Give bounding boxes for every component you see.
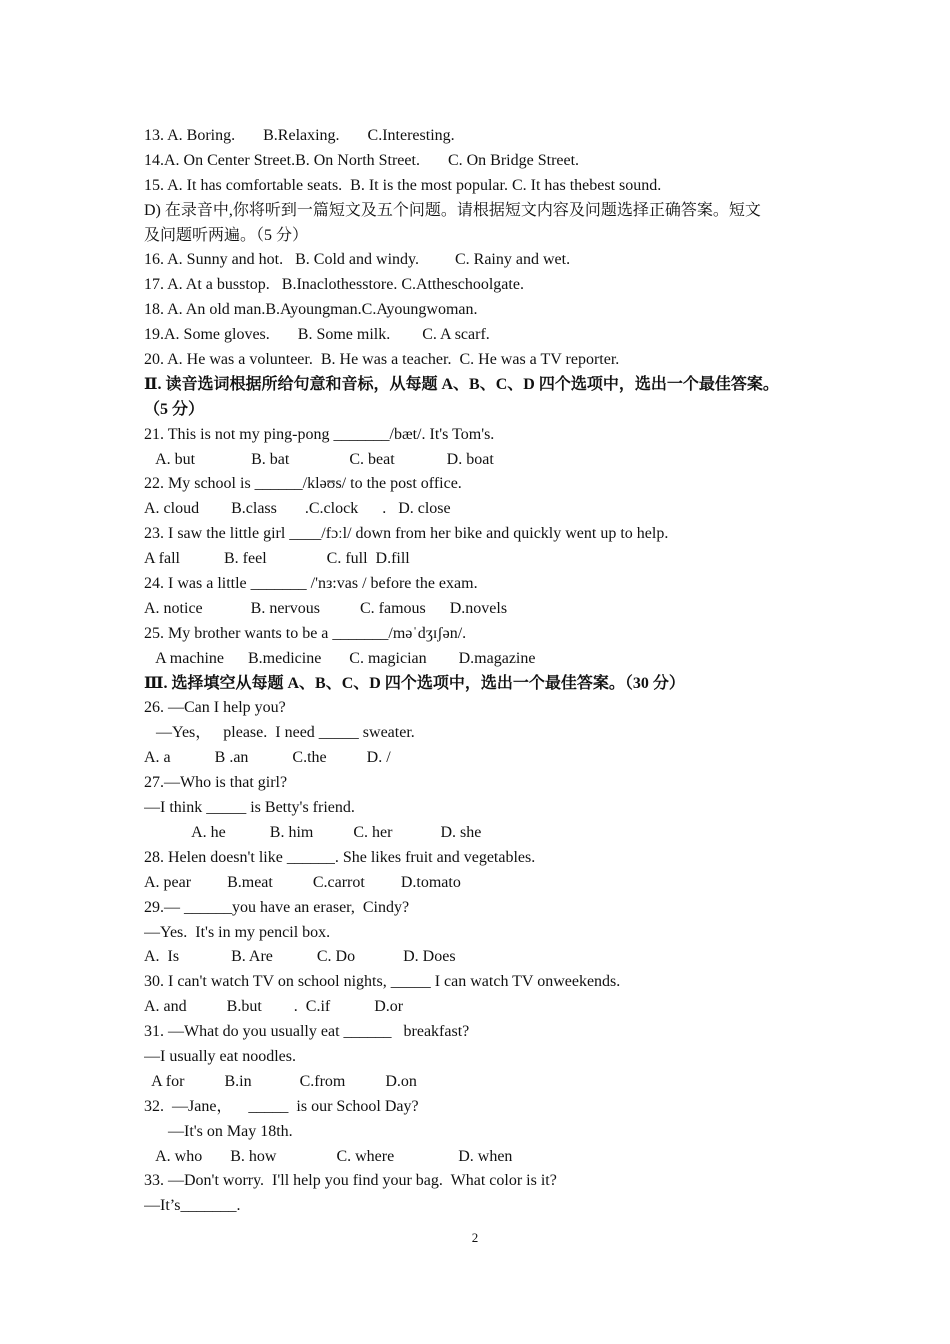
q18-line: 18. A. An old man.B.Ayoungman.C.Ayoungwoman. [144, 301, 478, 319]
q23-options: A fall B. feel C. full D.fill [144, 550, 410, 568]
q15-line: 15. A. It has comfortable seats. B. It is the most popular. C. It has thebest sound. [144, 176, 662, 194]
q30-stem: 30. I can't watch TV on school nights, _____ I can watch TV onweekends. [144, 973, 621, 991]
q16-line: 16. A. Sunny and hot. B. Cold and windy. C. Rainy and wet. [144, 251, 571, 269]
q33-reply: —It’s_______. [144, 1197, 241, 1215]
q22-options: A. cloud B.class .C.clock . D. close [144, 500, 451, 518]
q13-line: 13. A. Boring. B.Relaxing. C.Interesting. [144, 127, 455, 144]
q17-line: 17. A. At a busstop. B.Inaclothesstore. C.Attheschoolgate. [144, 276, 524, 294]
q32-reply: —It's on May 18th. [144, 1122, 293, 1140]
exam-content [144, 124, 834, 1219]
section-d-instruction-1: D) 在录音中,你将听到一篇短文及五个问题。请根据短文内容及问题选择正确答案。短文 [144, 201, 761, 219]
q31-stem: 31. —What do you usually eat ______ breakfast? [144, 1023, 470, 1041]
q19-line: 19.A. Some gloves. B. Some milk. C. A scarf. [144, 326, 490, 344]
section-2-heading: Ⅱ. 读音选词根据所给句意和音标，从每题 A、B、C、D 四个选项中，选出一个最佳答案。 [144, 375, 779, 393]
q28-options: A. pear B.meat C.carrot D.tomato [144, 873, 461, 891]
q32-options: A. who B. how C. where D. when [144, 1147, 513, 1165]
q29-stem: 29.— ______you have an eraser, Cindy? [144, 898, 410, 916]
q23-stem: 23. I saw the little girl ____/fɔːl/ down from her bike and quickly went up to help. [144, 525, 669, 543]
q29-reply: —Yes. It's in my pencil box. [144, 923, 331, 941]
q20-line: 20. A. He was a volunteer. B. He was a teacher. C. He was a TV reporter. [144, 351, 620, 369]
q27-reply: —I think _____ is Betty's friend. [144, 799, 355, 817]
q28-stem: 28. Helen doesn't like ______. She likes fruit and vegetables. [144, 848, 536, 866]
q33-stem: 33. —Don't worry. I'll help you find your bag. What color is it? [144, 1172, 557, 1190]
q21-stem: 21. This is not my ping-pong _______/bæt/. It's Tom's. [144, 425, 495, 443]
q30-options: A. and B.but . C.if D.or [144, 998, 404, 1016]
q27-stem: 27.—Who is that girl? [144, 774, 288, 792]
q31-reply: —I usually eat noodles. [144, 1047, 296, 1065]
section-d-instruction-2: 及问题听两遍。（5 分） [144, 226, 309, 244]
q26-stem: 26. —Can I help you? [144, 699, 286, 717]
q31-options: A for B.in C.from D.on [144, 1072, 417, 1090]
q25-stem: 25. My brother wants to be a _______/məˈdʒɪʃən/. [144, 624, 467, 642]
section-3-heading: Ⅲ. 选择填空从每题 A、B、C、D 四个选项中，选出一个最佳答案。（30 分） [144, 674, 685, 692]
page-number: 2 [471, 1230, 479, 1245]
q27-options: A. he B. him C. her D. she [144, 823, 482, 841]
q14-line: 14.A. On Center Street.B. On North Street. C. On Bridge Street. [144, 151, 580, 169]
q26-reply: —Yes， please. I need _____ sweater. [144, 724, 415, 742]
section-2-score: （5 分） [144, 400, 205, 418]
q32-stem: 32. —Jane， _____ is our School Day? [144, 1097, 419, 1115]
q24-stem: 24. I was a little _______ /'nз:vas / before the exam. [144, 575, 478, 593]
q24-options: A. notice B. nervous C. famous D.novels [144, 599, 508, 617]
q22-stem: 22. My school is ______/kləʊs/ to the post office. [144, 475, 462, 493]
q21-options: A. but B. bat C. beat D. boat [144, 450, 494, 468]
q29-options: A. Is B. Are C. Do D. Does [144, 948, 456, 966]
q25-options: A machine B.medicine C. magician D.magazine [144, 649, 536, 667]
q26-options: A. a B .an C.the D. / [144, 749, 391, 767]
